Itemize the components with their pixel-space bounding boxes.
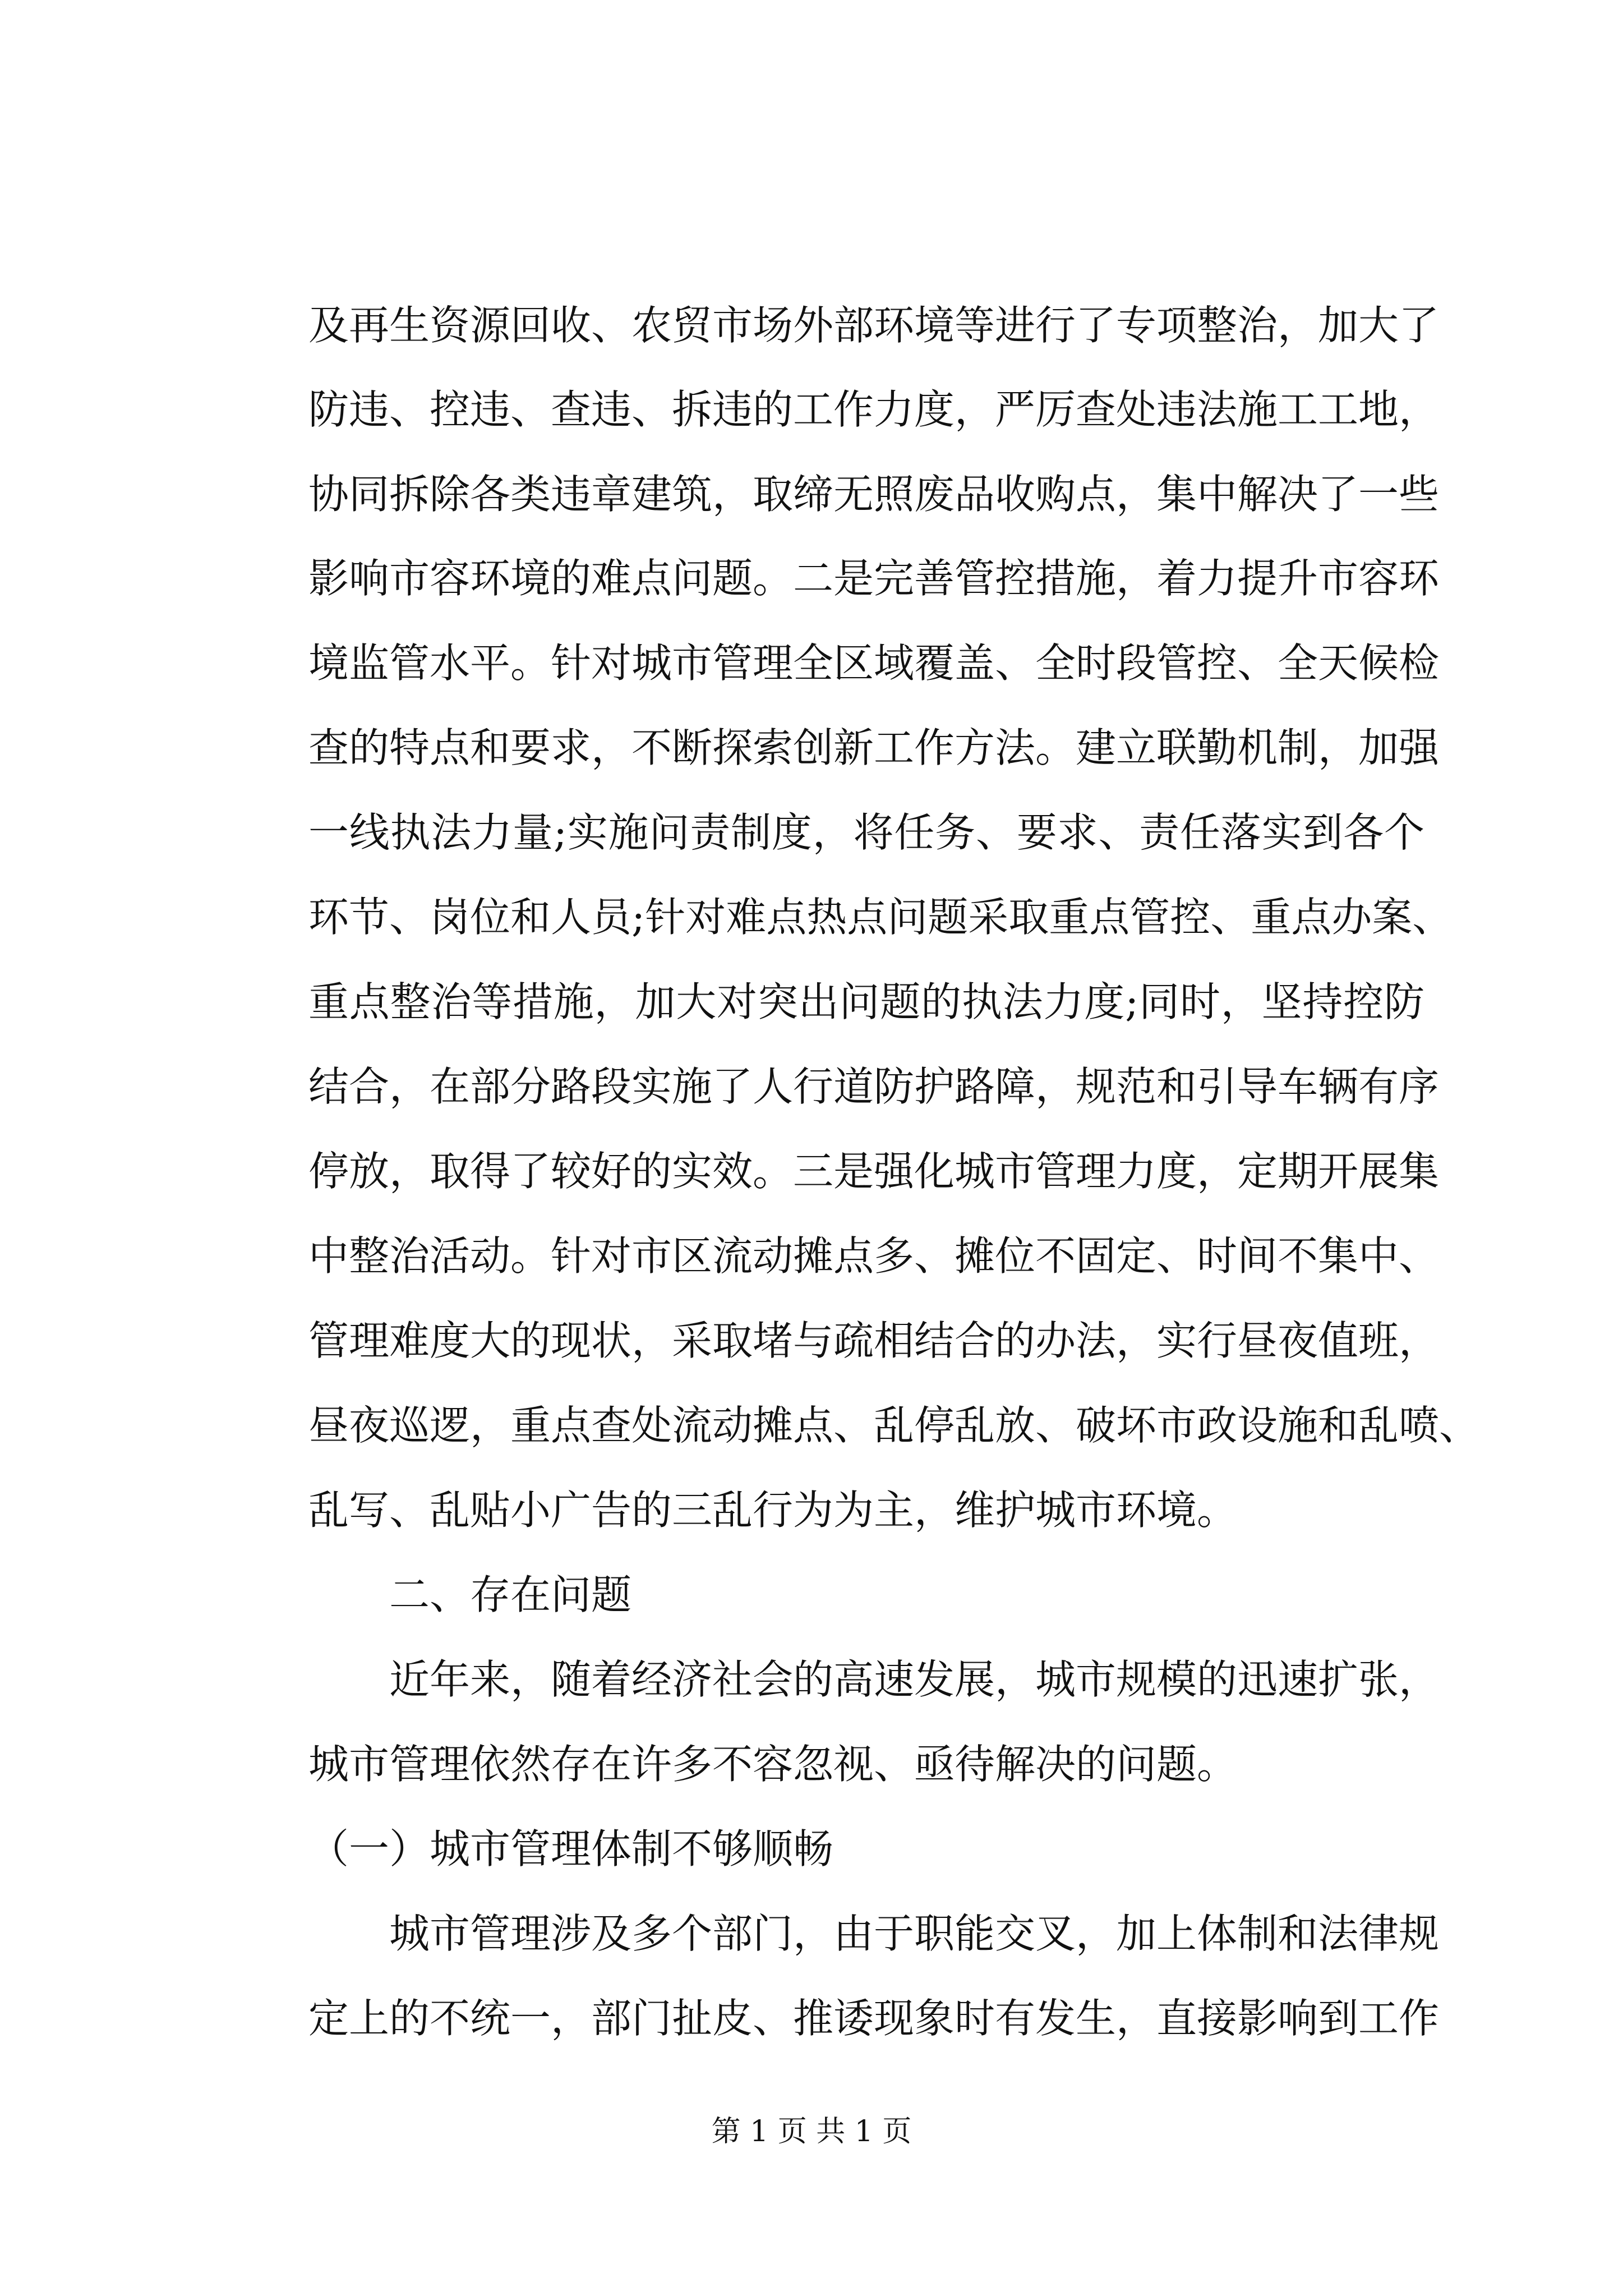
body-line: 管理难度大的现状，采取堵与疏相结合的办法，实行昼夜值班， (308, 1317, 1440, 1364)
body-line: 防违、控违、查违、拆违的工作力度，严厉查处违法施工工地， (308, 386, 1440, 433)
body-line: 近年来，随着经济社会的高速发展，城市规模的迅速扩张， (389, 1656, 1440, 1703)
body-line: 重点整治等措施，加大对突出问题的执法力度;同时，坚持控防 (308, 978, 1424, 1025)
body-line: 查的特点和要求，不断探索创新工作方法。建立联勤机制，加强 (308, 724, 1440, 771)
body-line: 影响市容环境的难点问题。二是完善管控措施，着力提升市容环 (308, 555, 1440, 602)
body-line: 中整治活动。针对市区流动摊点多、摊位不固定、时间不集中、 (308, 1232, 1440, 1280)
body-line: 停放，取得了较好的实效。三是强化城市管理力度，定期开展集 (308, 1148, 1440, 1195)
body-line: 昼夜巡逻，重点查处流动摊点、乱停乱放、破坏市政设施和乱喷、 (308, 1402, 1480, 1449)
body-line: 境监管水平。针对城市管理全区域覆盖、全时段管控、全天候检 (308, 639, 1440, 687)
subsection-heading: （一）城市管理体制不够顺畅 (308, 1825, 834, 1872)
body-line: 环节、岗位和人员;针对难点热点问题采取重点管控、重点办案、 (308, 894, 1453, 941)
section-heading: 二、存在问题 (389, 1571, 632, 1618)
body-line: 乱写、乱贴小广告的三乱行为为主，维护城市环境。 (308, 1487, 1238, 1534)
body-line: 城市管理依然存在许多不容忽视、亟待解决的问题。 (308, 1741, 1238, 1788)
body-line: 城市管理涉及多个部门，由于职能交叉，加上体制和法律规 (389, 1910, 1440, 1957)
body-line: 及再生资源回收、农贸市场外部环境等进行了专项整治，加大了 (308, 302, 1440, 349)
body-line: 结合，在部分路段实施了人行道防护路障，规范和引导车辆有序 (308, 1063, 1440, 1110)
body-line: 协同拆除各类违章建筑，取缔无照废品收购点，集中解决了一些 (308, 471, 1440, 518)
body-line: 一线执法力量;实施问责制度，将任务、要求、责任落实到各个 (308, 809, 1424, 856)
body-line: 定上的不统一，部门扯皮、推诿现象时有发生，直接影响到工作 (308, 1995, 1440, 2042)
page-number-footer: 第 1 页 共 1 页 (711, 2115, 912, 2148)
